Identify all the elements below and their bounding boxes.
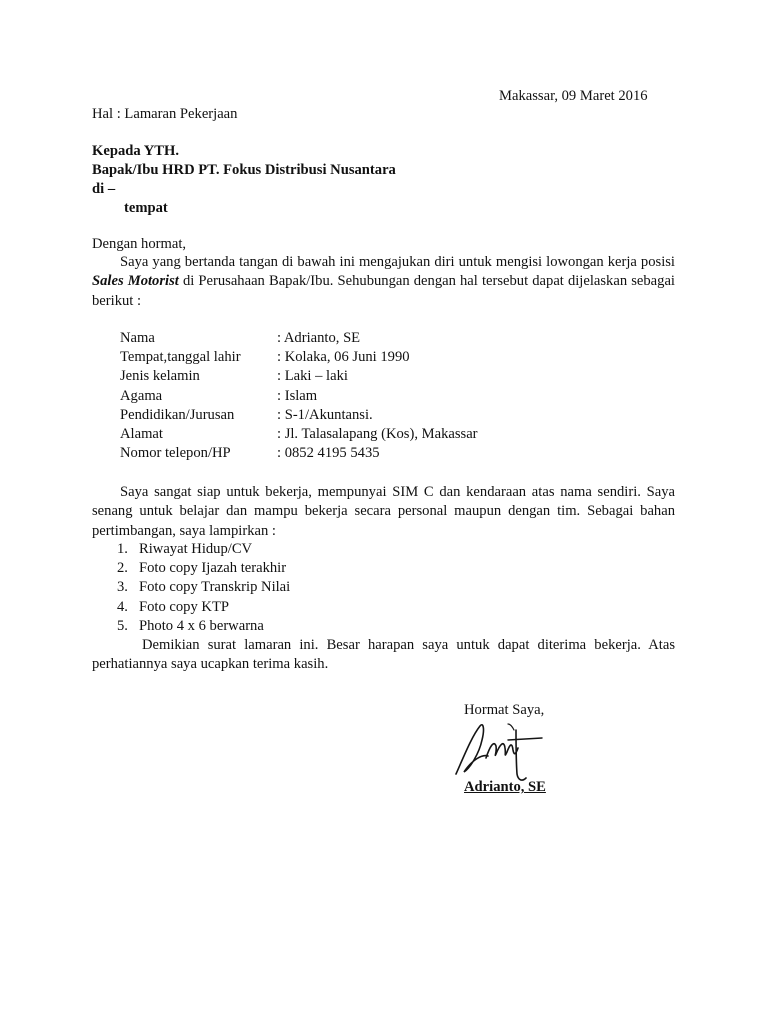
attachment-text: Photo 4 x 6 berwarna — [139, 617, 264, 634]
recipient-line-1: Kepada YTH. — [92, 143, 180, 159]
signoff-name: Adrianto, SE — [464, 779, 546, 795]
attachment-number: 5. — [117, 617, 128, 634]
attachment-item — [117, 559, 286, 578]
applicant-label: Alamat — [120, 426, 163, 442]
attachment-item — [117, 598, 229, 617]
signature-icon — [450, 716, 550, 786]
attachment-number: 2. — [117, 560, 128, 577]
recipient-line-2: Bapak/Ibu HRD PT. Fokus Distribusi Nusantara — [92, 162, 396, 178]
applicant-label: Nama — [120, 330, 155, 346]
applicant-value: : Jl. Talasalapang (Kos), Makassar — [277, 426, 478, 442]
attachment-item — [117, 540, 252, 559]
place-date: Makassar, 09 Maret 2016 — [499, 88, 648, 104]
signoff-salutation: Hormat Saya, — [464, 702, 545, 718]
applicant-value: : Laki – laki — [277, 368, 348, 385]
attachment-number: 3. — [117, 579, 128, 596]
applicant-row — [120, 329, 680, 348]
applicant-row — [120, 425, 680, 444]
applicant-label: Jenis kelamin — [120, 368, 200, 385]
attachment-number: 4. — [117, 598, 128, 615]
attachment-item — [117, 617, 264, 636]
subject-line: Hal : Lamaran Pekerjaan — [92, 106, 238, 122]
intro-text-before: Saya yang bertanda tangan di bawah ini mengajukan diri untuk mengisi lowongan kerja posisi — [120, 254, 675, 270]
attachment-number: 1. — [117, 541, 128, 557]
applicant-label: Nomor telepon/HP — [120, 445, 231, 462]
intro-position: Sales Motorist — [92, 273, 179, 290]
applicant-value: : 0852 4195 5435 — [277, 445, 380, 462]
recipient-line-4: tempat — [124, 200, 168, 216]
applicant-value: : Islam — [277, 387, 318, 404]
attachment-text: Riwayat Hidup/CV — [139, 541, 253, 557]
body-paragraph: Saya sangat siap untuk bekerja, mempunyai SIM C dan kendaraan atas nama sendiri. Saya senang untuk belajar dan mampu bekerja secara personal maupun dengan tim. Sebagai bahan pertimbangan, saya lampirkan : — [92, 484, 675, 539]
applicant-row — [120, 387, 680, 406]
applicant-value: : S-1/Akuntansi. — [277, 406, 373, 423]
attachment-text: Foto copy KTP — [139, 598, 229, 615]
applicant-label: Agama — [120, 387, 163, 404]
applicant-label: Pendidikan/Jurusan — [120, 406, 235, 423]
applicant-row — [120, 348, 680, 367]
intro-text-after: di Perusahaan Bapak/Ibu. Sehubungan dengan hal tersebut dapat dijelaskan sebagai berikut : — [92, 273, 675, 309]
applicant-label: Tempat,tanggal lahir — [120, 349, 241, 366]
applicant-row — [120, 406, 680, 425]
intro-paragraph — [92, 253, 675, 311]
applicant-row — [120, 444, 680, 463]
recipient-line-3: di – — [92, 181, 116, 197]
applicant-row — [120, 367, 680, 386]
applicant-value: : Kolaka, 06 Juni 1990 — [277, 349, 410, 366]
closing-paragraph: Demikian surat lamaran ini. Besar harapan saya untuk dapat diterima bekerja. Atas perhatiannya saya ucapkan terima kasih. — [92, 637, 675, 673]
attachment-item — [117, 578, 290, 597]
attachment-text: Foto copy Ijazah terakhir — [139, 560, 287, 577]
applicant-value: : Adrianto, SE — [277, 330, 361, 346]
attachment-text: Foto copy Transkrip Nilai — [139, 579, 291, 596]
greeting: Dengan hormat, — [92, 236, 187, 252]
